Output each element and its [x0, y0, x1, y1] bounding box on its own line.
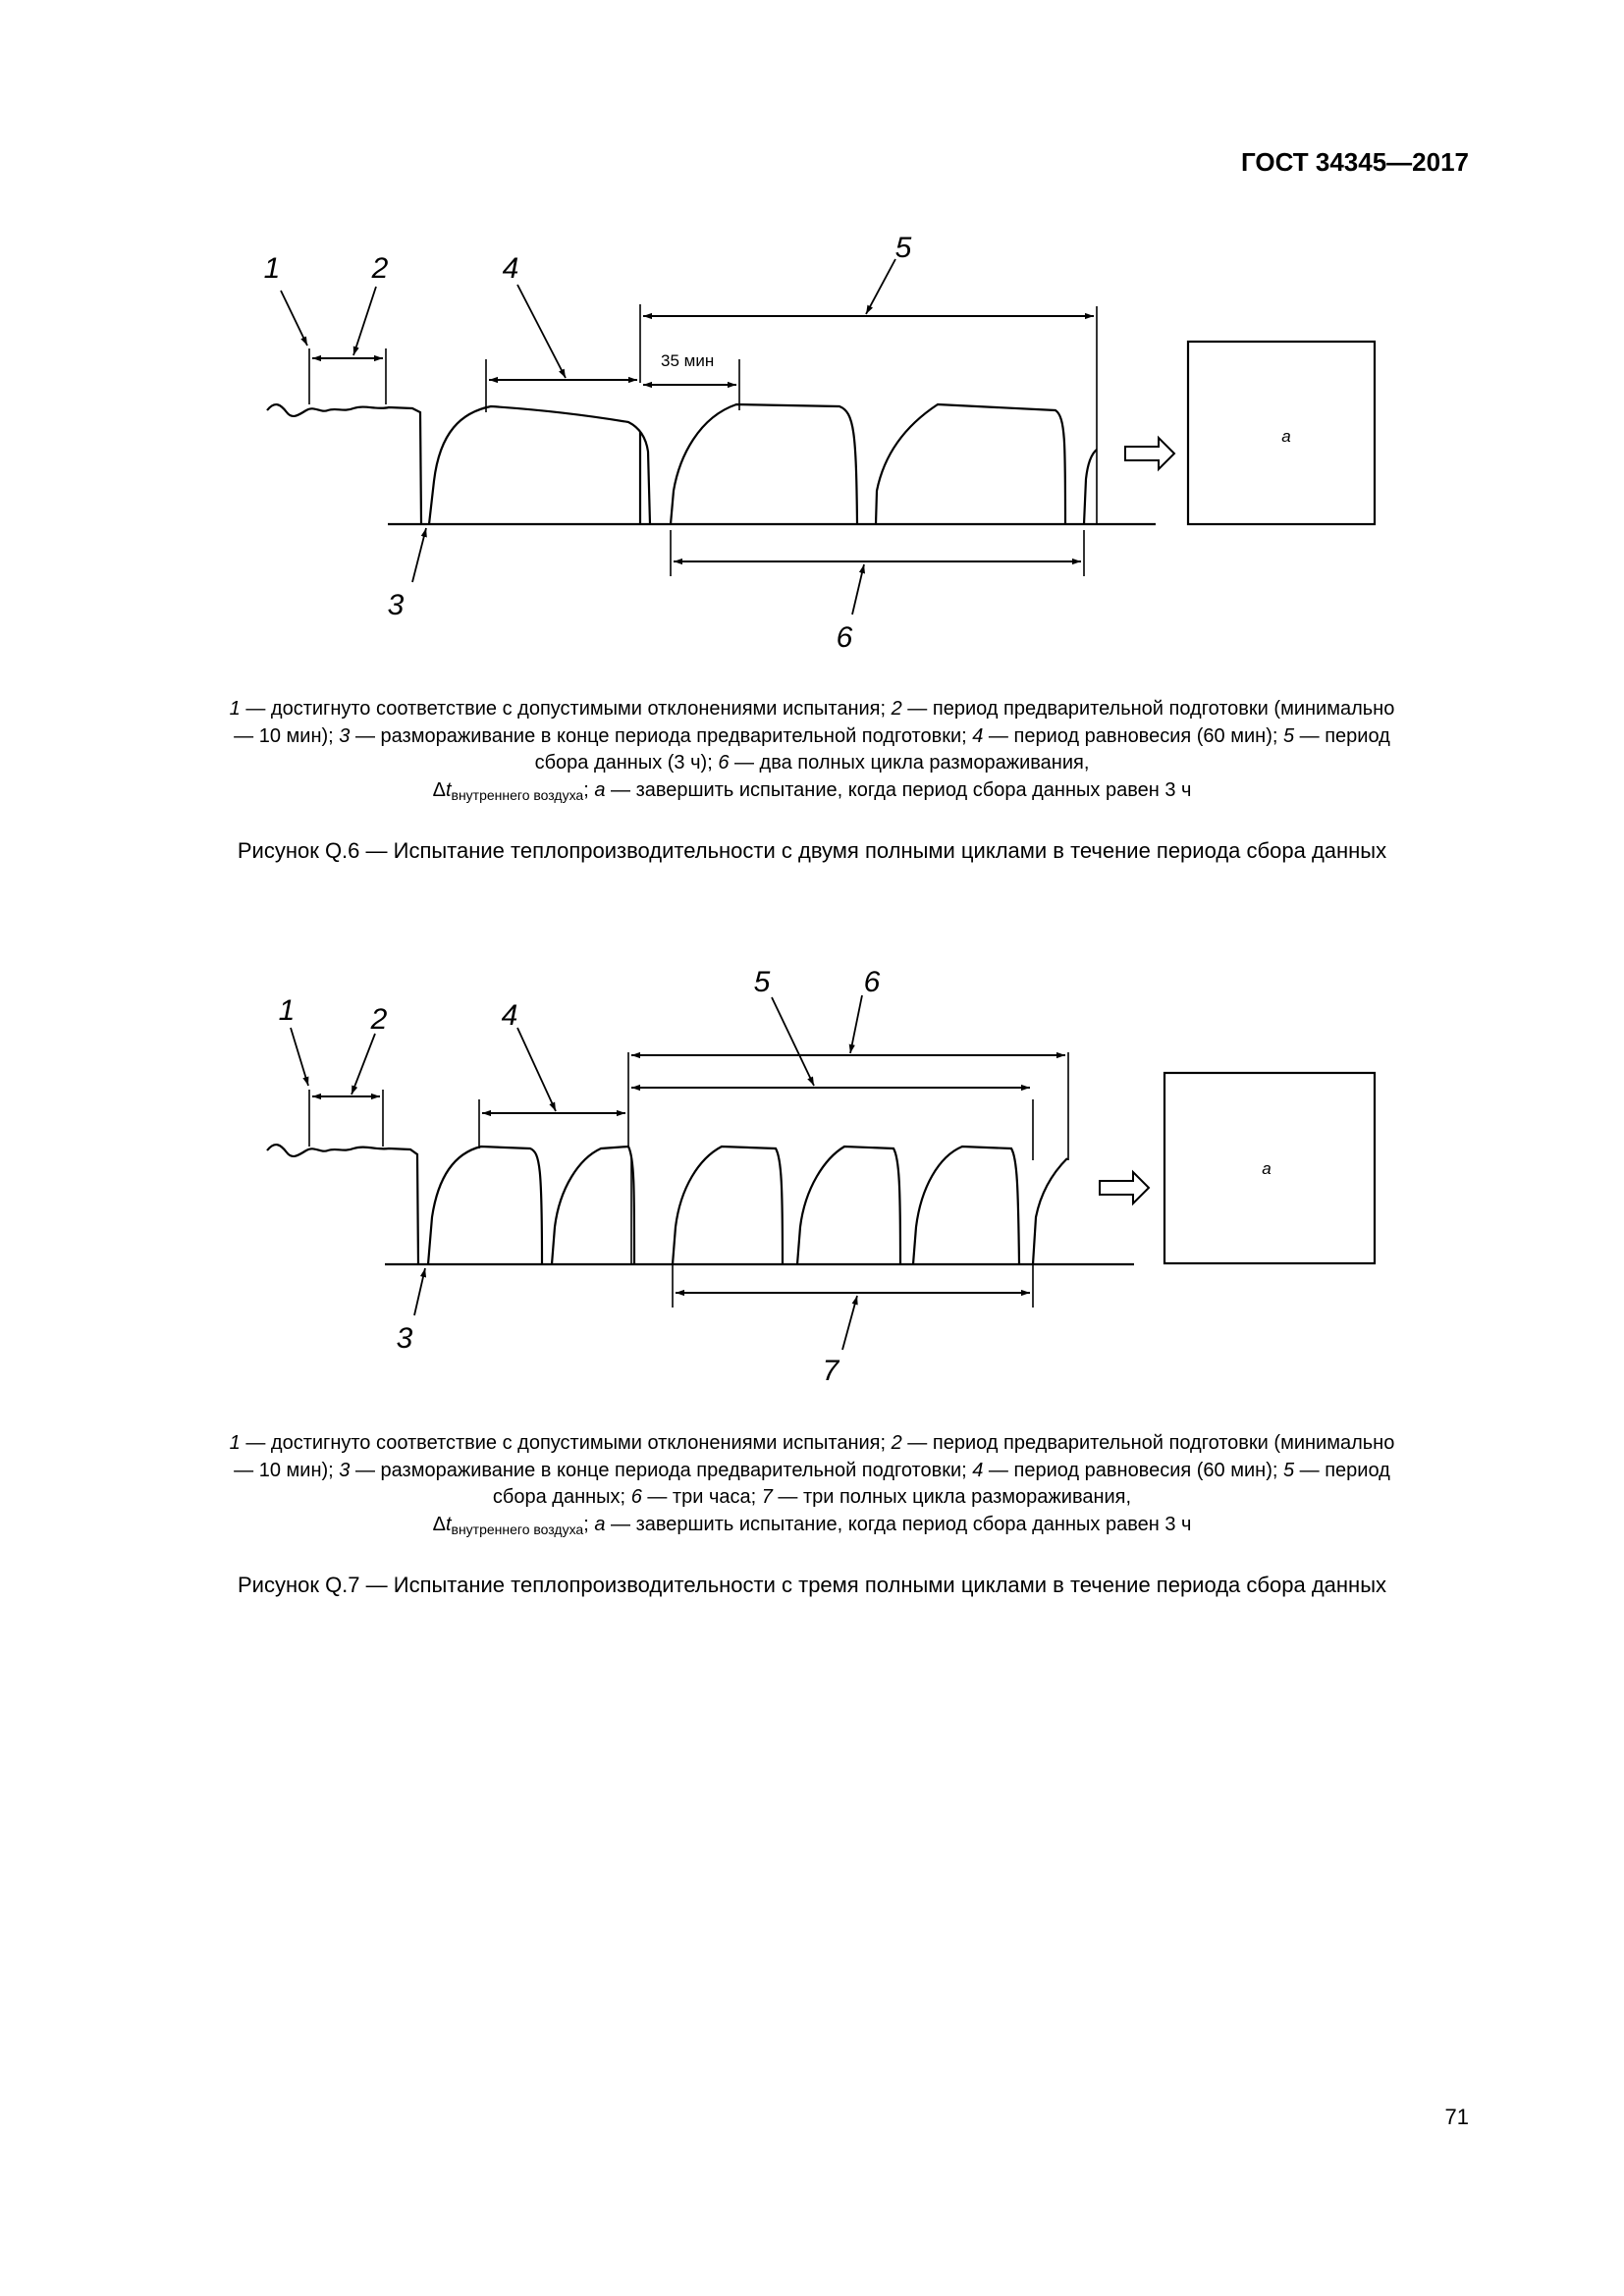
continue-arrow-icon: [1100, 1172, 1149, 1203]
label-2: 2: [371, 252, 389, 285]
label-7: 7: [822, 1355, 839, 1387]
label-3: 3: [396, 1322, 413, 1355]
defrost-cycle-1: [671, 404, 857, 524]
equilibrium-cycle-1: [428, 1147, 542, 1264]
label-1: 1: [278, 994, 296, 1027]
box-label: a: [1262, 1159, 1272, 1178]
label-2: 2: [370, 1003, 388, 1036]
defrost-cycle-1: [673, 1147, 783, 1264]
defrost-cycle-3: [913, 1147, 1019, 1264]
pre-conditioning-trace: [267, 1145, 418, 1264]
label-4: 4: [501, 999, 518, 1032]
figure-q7-legend: 1 — достигнуто соответствие с допустимыми отклонениями испытания; 2 — период предварительной подготовки (минимально — 10 мин); 3 — размораживание в конце периода предварительной подготовки; 4 — период равновесия (60 мин); 5 — период сбора данных; 6 — три часа; 7 — три полных цикла размораживания, $\Delta t_{внутреннего воздуха}$; a — завершить испытание, когда период сбора данных равен 3 ч: [229, 1432, 1395, 1537]
figure-q7-diagram: [0, 933, 1624, 1423]
continue-arrow-icon: [1125, 438, 1174, 469]
figure-q6-legend: 1 — достигнуто соответствие с допустимыми отклонениями испытания; 2 — период предварительной подготовки (минимально — 10 мин); 3 — размораживание в конце периода предварительной подготовки; 4 — период равновесия (60 мин); 5 — период сбора данных (3 ч); 6 — два полных цикла размораживания, $\Delta t_{внутреннего воздуха}$; a — завершить испытание, когда период сбора данных равен 3 ч: [229, 698, 1395, 803]
document-header: ГОСТ 34345—2017: [1241, 147, 1469, 177]
label-6: 6: [863, 966, 881, 998]
label-3: 3: [387, 589, 405, 621]
duration-label: 35 мин: [661, 351, 715, 370]
equilibrium-cycle: [429, 406, 650, 524]
figure-q6-diagram: [0, 0, 1624, 687]
page-number: 71: [1444, 2105, 1469, 2129]
defrost-cycle-2: [797, 1147, 900, 1264]
pre-conditioning-trace: [267, 404, 421, 524]
label-1: 1: [263, 252, 281, 285]
defrost-cycle-2: [876, 404, 1065, 524]
defrost-cycle-partial: [1084, 450, 1097, 524]
label-5: 5: [894, 232, 912, 264]
figure-q7-caption: Рисунок Q.7 — Испытание теплопроизводительности с тремя полными циклами в течение периода сбора данных: [237, 1573, 1387, 1597]
box-label: a: [1281, 427, 1291, 446]
figure-q6-caption: Рисунок Q.6 — Испытание теплопроизводительности с двумя полными циклами в течение периода сбора данных: [237, 838, 1387, 863]
label-6: 6: [836, 621, 853, 654]
label-5: 5: [753, 966, 771, 998]
equilibrium-cycle-2: [552, 1147, 634, 1264]
label-4: 4: [502, 252, 519, 285]
defrost-cycle-partial: [1033, 1158, 1067, 1264]
